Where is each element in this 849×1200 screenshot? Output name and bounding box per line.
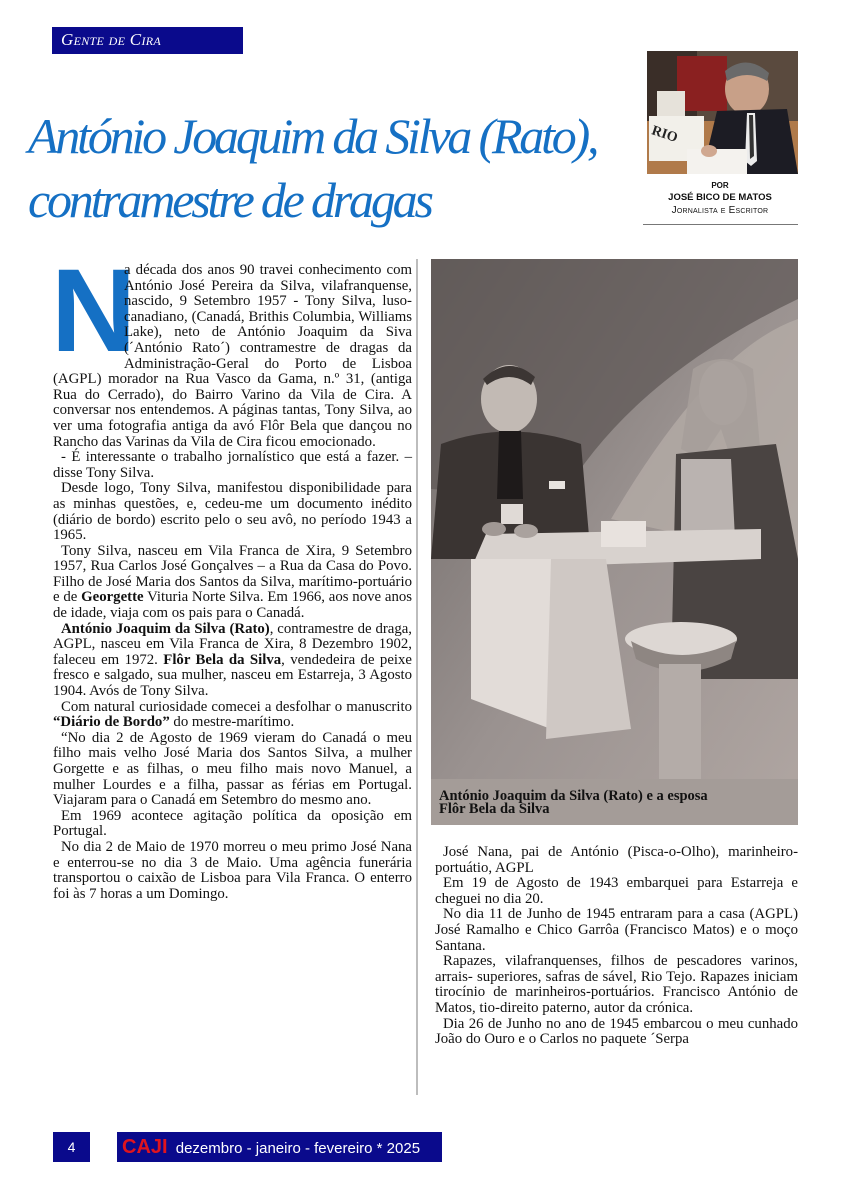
- magazine-footer: [117, 1132, 442, 1162]
- paragraph: José Nana, pai de António (Pisca-o-Olho), marinheiro-portuátio, AGPL: [435, 844, 798, 876]
- paragraph: [53, 544, 412, 622]
- paragraph: “No dia 2 de Agosto de 1969 vieram do Canadá o meu filho mais velho José Maria dos Santos Silva, a mulher Gorgette e as filhas, o meu filho mais novo Manuel, a mulher Lourdes e a filha, passar as férias em Portugal. Viajaram para o Canadá em Setembro do mesmo ano.: [53, 729, 412, 809]
- bold-name: Georgette: [81, 589, 144, 606]
- title-line-1: António Joaquim da Silva (Rato),: [28, 108, 597, 164]
- svg-text:RIO: RIO: [649, 123, 680, 146]
- article-title: [28, 104, 597, 232]
- section-banner: [52, 27, 243, 54]
- paragraph: Dia 26 de Junho no ano de 1945 embarcou o meu cunhado João do Ouro e o Carlos no paquete ´Serpa: [435, 1015, 798, 1048]
- paragraph: Desde logo, Tony Silva, manifestou disponibilidade para as minhas questões, e, cedeu-me um documento inédito (diário de bordo) escrito pelo o seu avô, no período 1943 a 1965.: [53, 480, 412, 544]
- paragraph: Em 19 de Agosto de 1943 embarquei para Estarreja e cheguei no dia 20.: [435, 875, 798, 907]
- caption-line-1: António Joaquim da Silva (Rato) e a esposa: [439, 788, 708, 804]
- section-label: Gente de Cira: [61, 30, 162, 49]
- magazine-brand: CAJI: [122, 1136, 168, 1158]
- paragraph: No dia 2 de Maio de 1970 morreu o meu primo José Nana e enterrou-se no dia 3 de Maio. Uma agência funerária transportou o caixão de Lisboa para Vila Franca. O enterro foi às 7 horas a um Domingo.: [53, 838, 412, 902]
- byline-divider: [643, 224, 798, 225]
- byline-por: POR: [711, 181, 729, 190]
- caption-line-2: Flôr Bela da Silva: [439, 801, 550, 817]
- article-photo: [431, 259, 798, 825]
- page-number: 4: [53, 1132, 90, 1162]
- paragraph: [51, 245, 412, 450]
- text-span: , contramestre de draga, AGPL, nasceu em Vila Franca de Xira, 8 Dezembro 1902, faleceu em 1972.: [53, 620, 413, 668]
- drop-cap: N: [51, 245, 134, 377]
- text-span: Tony Silva, nasceu em Vila Franca de Xira, 9 Setembro 1957, Rua Carlos José Gonçalves – a Rua da Casa do Povo. Filho de José Maria dos Santos da Silva, marítimo-portuário e de: [53, 542, 412, 606]
- article-left-column: [51, 245, 413, 902]
- text-span: Com natural curiosidade comecei a desfolhar o manuscrito: [61, 698, 412, 715]
- paragraph: Em 1969 acontece agitação política da oposição em Portugal.: [53, 807, 412, 840]
- bold-name: António Joaquim da Silva (Rato): [61, 620, 270, 637]
- text-span: do mestre-marítimo.: [169, 714, 295, 731]
- photo-caption: [439, 790, 799, 816]
- byline-role: Jornalista e Escritor: [671, 205, 769, 216]
- issue-date: dezembro - janeiro - fevereiro * 2025: [175, 1140, 421, 1157]
- paragraph-text: a década dos anos 90 travei conhecimento com António José Pereira da Silva, vilafranquense, nascido, 9 Setembro 1957 - Tony Silva, luso-canadiano, (Canadá, Brithis Columbia, Williams Lake), neto de António Joaquim da Siva (´António Rato´) contramestre de dragas da Administração-Geral do Porto de Lisboa (AGPL) morador na Rua Vasco da Gama, n.º 31, (antiga Rua do Cerrado), do Bairro Varino da Vila de Cira. A conversar nos entendemos. A páginas tantas, Tony Silva, ao ver uma fotografia antiga da avó Flôr Bela que dançou no Rancho das Varinas da Vila de Cira ficou emocionado.: [53, 262, 412, 450]
- text-span: Vituria Norte Silva. Em 1966, aos nove anos de idade, viaja com os pais para o Canadá.: [53, 589, 412, 622]
- author-photo: [647, 51, 798, 174]
- paragraph: - É interessante o trabalho jornalístico que está a fazer. – disse Tony Silva.: [53, 449, 412, 481]
- paragraph: No dia 11 de Junho de 1945 entraram para a casa (AGPL) José Ramalho e Chico Garrôa (Francisco Matos) e o moço Santana.: [435, 906, 798, 954]
- title-line-2: contramestre de dragas: [28, 172, 431, 228]
- byline: [642, 180, 798, 217]
- article-right-column: [435, 845, 798, 1048]
- paragraph: Rapazes, vilafranquenses, filhos de pescadores varinos, arrais- superiores, safras de sável, Rio Tejo. Rapazes iniciam tirocínio de marinheiros-portuários. Francisco António de Matos, tio-direito paterno, autor da crónica.: [435, 953, 798, 1016]
- column-divider: [416, 259, 418, 1095]
- paragraph: [53, 700, 412, 731]
- bold-name: Flôr Bela da Silva: [163, 651, 282, 668]
- paragraph: [53, 622, 412, 700]
- byline-author: JOSÉ BICO DE MATOS: [668, 192, 772, 203]
- text-span: , vendedeira de peixe fresco e salgado, sua mulher, nasceu em Estarreja, 3 Agosto 1904. Avós de Tony Silva.: [53, 651, 412, 700]
- bold-title: “Diário de Bordo”: [53, 714, 170, 731]
